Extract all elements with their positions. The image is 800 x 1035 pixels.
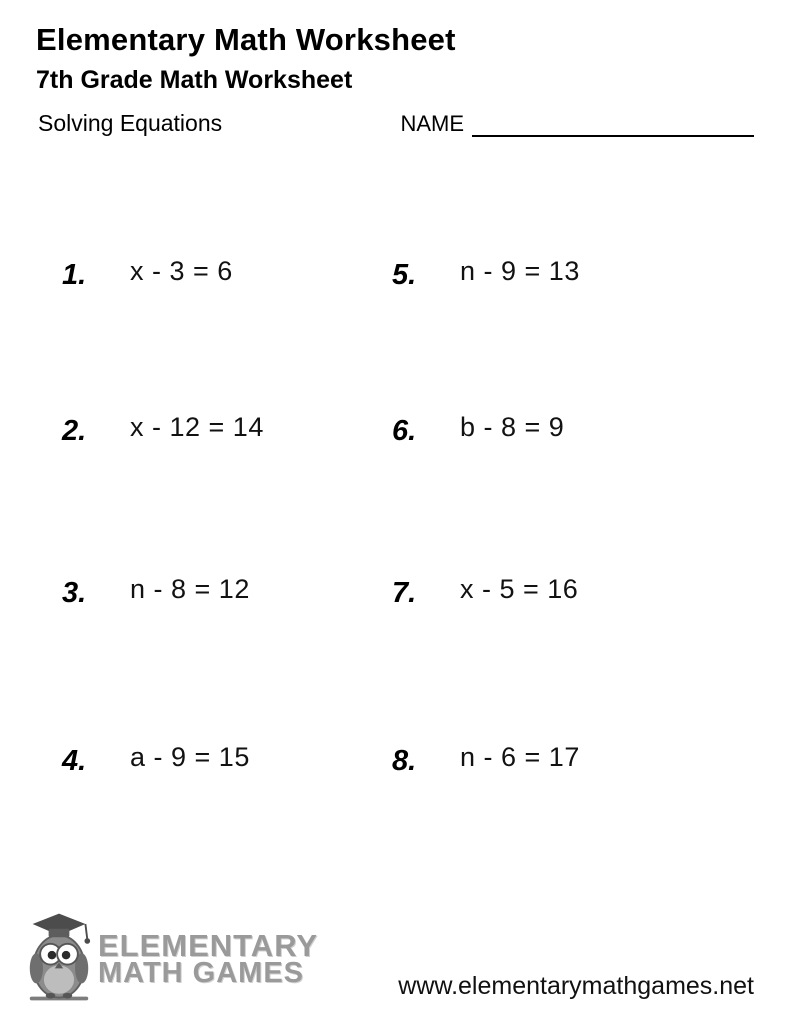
problem-number: 5. <box>392 259 417 291</box>
problem-number: 3. <box>62 577 87 609</box>
website-url: www.elementarymathgames.net <box>398 972 754 1000</box>
problem-number: 4. <box>62 745 87 777</box>
problem-item <box>392 255 580 411</box>
problem-equation: n - 6 = 17 <box>460 742 580 772</box>
problem-equation: x - 3 = 6 <box>130 256 233 286</box>
logo-text-line1: ELEMENTARY <box>98 928 319 963</box>
name-field-area <box>400 111 754 137</box>
problem-item <box>392 411 580 573</box>
problem-item <box>392 573 580 741</box>
problem-equation: n - 8 = 12 <box>130 574 250 604</box>
problem-number: 7. <box>392 577 417 609</box>
problem-equation: x - 12 = 14 <box>130 412 264 442</box>
section-title: Solving Equations <box>38 110 223 136</box>
owl-graduation-cap-icon <box>26 908 92 1011</box>
problem-equation: a - 9 = 15 <box>130 742 250 772</box>
worksheet-subtitle: 7th Grade Math Worksheet <box>36 66 353 94</box>
problem-item <box>62 255 264 411</box>
problem-item <box>392 741 580 777</box>
page-footer <box>26 908 754 1011</box>
problem-equation: b - 8 = 9 <box>460 412 565 442</box>
problem-number: 1. <box>62 259 87 291</box>
problem-equation: n - 9 = 13 <box>460 256 580 286</box>
site-logo <box>26 908 318 1011</box>
name-label: NAME <box>400 111 464 136</box>
problem-item <box>62 741 264 777</box>
problems-left-column <box>62 255 264 777</box>
name-blank-line <box>472 113 754 137</box>
section-header <box>38 110 754 137</box>
logo-text <box>98 928 319 990</box>
logo-text-line2: MATH GAMES <box>98 957 305 990</box>
problem-number: 6. <box>392 415 417 447</box>
problem-item <box>62 411 264 573</box>
problem-number: 2. <box>62 415 87 447</box>
problem-item <box>62 573 264 741</box>
problems-right-column <box>392 255 580 777</box>
problem-equation: x - 5 = 16 <box>460 574 579 604</box>
problem-number: 8. <box>392 745 417 777</box>
worksheet-title: Elementary Math Worksheet <box>36 22 456 57</box>
